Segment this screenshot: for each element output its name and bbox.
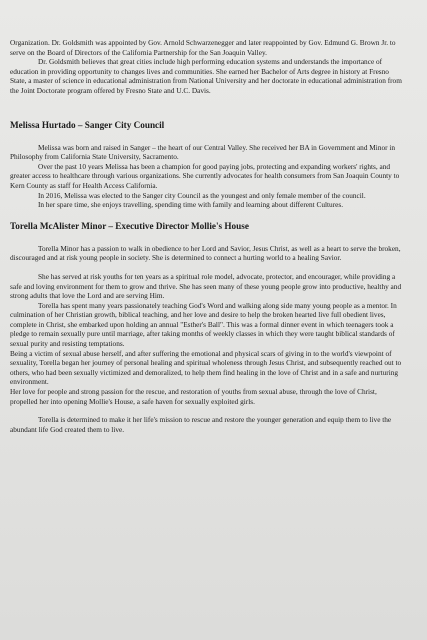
- section-title-torella-minor: Torella McAlister Minor – Executive Director Mollie's House: [10, 220, 249, 231]
- melissa-paragraph-1: Melissa was born and raised in Sanger – the heart of our Central Valley. She received her BA in Government and Minor in Philosophy from California State University, Sacramento.: [10, 142, 396, 162]
- torella-paragraph-2: She has served at risk youths for ten years as a spiritual role model, advocate, protector, and encourager, while providing a safe and loving environment for them to grow and thrive. She has seen many of these young people grow into productive, healthy and strong adults that love the Lord and are serving Him.: [10, 271, 402, 301]
- torella-paragraph-4: Being a victim of sexual abuse herself, and after suffering the emotional and physical scars of giving in to the world's viewpoint of sexuality, Torella began her journey of personal healing and spiritual wholeness through Jesus Christ, and subsequently reached out to others, who had been sexually victimized and demoralized, to help them find healing in the love of Christ and in a safe and nurturing environment.: [10, 348, 402, 387]
- intro-paragraph-1: Organization. Dr. Goldsmith was appointed by Gov. Arnold Schwarzenegger and later reappointed by Gov. Edmund G. Brown Jr. to serve on the Board of Directors of the California Partnership for the San Joaquin Valley.: [10, 38, 396, 57]
- torella-paragraph-5: Her love for people and strong passion for the rescue, and restoration of youths from sexual abuse, through the love of Christ, propelled her into opening Mollie's House, a safe haven for sexually exploited girls.: [10, 387, 377, 406]
- melissa-paragraph-4: In her spare time, she enjoys travelling, spending time with family and learning about different Cultures.: [38, 200, 344, 210]
- melissa-paragraph-2: Over the past 10 years Melissa has been a champion for good paying jobs, protecting and expanding workers' rights, and greater access to healthcare through various organizations. She currently advocates for health consumers from San Joaquin County to Kern County as staff for Health Access California.: [10, 161, 400, 190]
- intro-paragraph-2: Dr. Goldsmith believes that great cities include high performing education systems and understands the importance of education in providing opportunity to changes lives and communities. She earned her Bachelor of Arts degree in history at Fresno State, a master of science in educational administration from National University and her doctorate in educational administration from the Joint Doctorate program offered by Fresno State and U.C. Davis.: [10, 57, 402, 95]
- torella-paragraph-3: Torella has spent many years passionately teaching God's Word and walking along side many young people as a mentor. In culmination of her Christian growth, biblical teaching, and her love and desire to help the broken hearted live full obedient lives, complete in Christ, she embarked upon holding an annual "Esther's Ball". This was a formal dinner event in which teenagers took a pledge to remain sexually pure until marriage, after taking months of weekly classes in which they were taught biblical standards of sexual purity and resisting temptations.: [10, 300, 397, 349]
- torella-paragraph-1: Torella Minor has a passion to walk in obedience to her Lord and Savior, Jesus Christ, as well as a heart to serve the broken, discouraged and at risk young people in society. She is determined to connect a hurting world to a healing Savior.: [10, 243, 401, 263]
- melissa-paragraph-3: In 2016, Melissa was elected to the Sanger city Council as the youngest and only female member of the council.: [38, 190, 366, 200]
- paragraph-gap: [10, 263, 405, 272]
- section-title-melissa-hurtado: Melissa Hurtado – Sanger City Council: [10, 119, 165, 130]
- torella-paragraph-6: Torella is determined to make it her life's mission to rescue and restore the younger generation and equip them to live the abundant life God created them to live.: [10, 415, 392, 434]
- paragraph-gap: [10, 406, 405, 415]
